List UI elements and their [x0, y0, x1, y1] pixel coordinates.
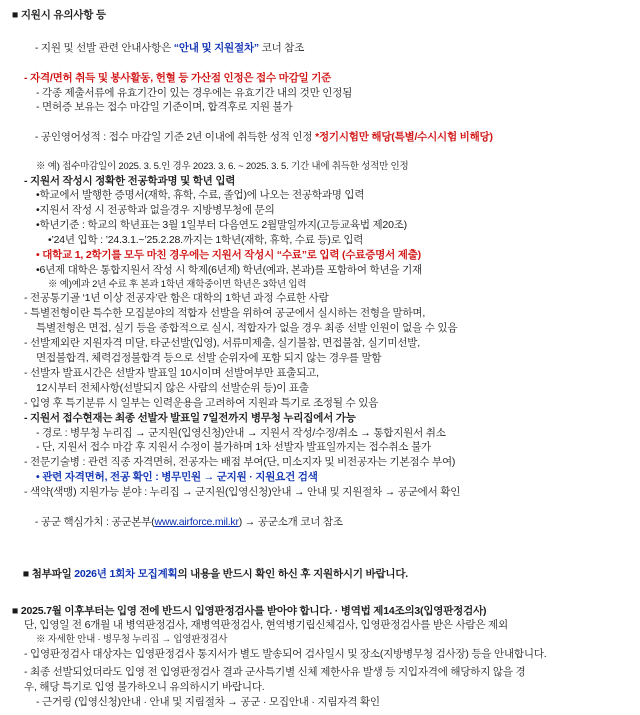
notice-line-17: 특별전형은 면접, 실기 등을 종합적으로 실시, 적합자가 없을 경우 최종 선발 인원이 없을 수 있음	[36, 322, 458, 335]
notice-line-29	[24, 500, 630, 545]
attachment-notice	[12, 552, 630, 597]
notice-line-5-emphasis: *정기시험만 해당(특별/수시시험 비해당)	[315, 131, 493, 144]
notice-line-9: •지원서 작성 시 전공학과 없을경우 지방병무청에 문의	[36, 204, 275, 217]
medical-line-6: 우, 해당 특기로 입영 불가하오니 유의하시기 바랍니다.	[24, 680, 265, 693]
notice-line-18: - 선발제외란 지원자격 미달, 타군선발(입영), 서류미제출, 실기불참, 면접불참, 실기미선발,	[24, 337, 420, 350]
notice-line-1	[24, 26, 630, 71]
notice-line-13: •6년제 대학은 통합지원서 작성 시 학제(6년제) 학년(예과, 본과)를 포함하여 학년을 기재	[36, 263, 422, 276]
notice-line-6: ※ 예) 접수마감일이 2025. 3. 5.인 경우 2023. 3. 6. ~ 2025. 3. 5. 기간 내에 취득한 성적만 인정	[36, 161, 409, 173]
notice-line-11: •’24년 입학 : ’24.3.1.~’25.2.28.까지는 1학년(재학, 휴학, 수료 등)로 입력	[48, 234, 364, 247]
notice-line-28: - 색약(색맹) 지원가능 분야 : 누리집 → 군지원(입영신청)안내 → 안내 및 지원절차 → 공군에서 확인	[24, 486, 461, 499]
attachment-notice-suffix: 의 내용을 반드시 확인 하신 후 지원하시기 바랍니다.	[177, 567, 409, 580]
notice-line-20: - 선발자 발표시간은 선발자 발표일 10시이며 선발여부만 표출되고,	[24, 366, 319, 379]
notice-line-14: ※ 예)예과 2년 수료 후 본과 1학년 재학중이면 학년은 3학년 입력	[48, 278, 307, 290]
notice-line-24: - 경로 : 병무청 누리집 → 군지원(입영신청)안내 → 지원서 작성/수정/취소 → 통합지원서 취소	[36, 426, 446, 439]
notice-line-27: • 관련 자격면허, 전공 확인 : 병무민원 → 군지원 · 지원요건 검색	[36, 471, 318, 484]
notice-line-10: •학년기준 : 학교의 학년표는 3월 1일부터 다음연도 2월말일까지(고등교육법 제20조)	[36, 219, 407, 232]
notice-line-19: 면접불합격, 체력검정불합격 등으로 선발 순위자에 포함 되지 않는 경우를 말함	[36, 352, 382, 364]
notice-line-22: - 입영 후 특기분류 시 일부는 인력운용을 고려하여 지원과 특기로 조정될 수 있음	[24, 396, 379, 409]
notice-line-8: •학교에서 발행한 증명서(재학, 휴학, 수료, 졸업)에 나오는 전공학과명 입력	[36, 189, 365, 202]
notice-line-21: 12시부터 전체사항(선발되지 않은 사람의 선발순위 등)이 표출	[36, 381, 309, 394]
medical-line-5: - 최종 선발되었더라도 입영 전 입영판정검사 결과 군사특기별 신체 제한사유 발생 등 지입자격에 해당하지 않을 경	[24, 665, 526, 678]
notice-line-29-suffix: ) → 공군소개 코너 참조	[238, 515, 343, 528]
medical-line-4: - 입영판정검사 대상자는 입영판정검사 통지서가 별도 발송되어 검사일시 및 장소(지방병무청 검사장) 등을 안내합니다.	[24, 647, 547, 660]
notice-line-5-text: - 공인영어성적 : 접수 마감일 기준 2년 이내에 취득한 성적 인정	[34, 131, 316, 144]
notice-line-26: - 전문기술병 : 관련 직종 자격면허, 전공자는 배점 부여(단, 미소지자 및 비전공자는 기본점수 부여)	[24, 456, 456, 469]
attachment-notice-emphasis: 2026년 1회차 모집계획	[74, 567, 178, 580]
medical-line-2: 단, 입영일 전 6개월 내 병역판정검사, 재병역판정검사, 현역병기립신체검사, 입영판정검사를 받은 사람은 제외	[24, 619, 508, 632]
notice-line-4: - 면허증 보유는 접수 마감일 기준이며, 합격후로 지원 불가	[36, 101, 293, 114]
notice-line-1-emphasis: “안내 및 지원절차”	[173, 41, 259, 54]
notice-line-23: - 지원서 접수현재는 최종 선발자 발표일 7일전까지 병무청 누리집에서 가능	[24, 411, 356, 424]
notice-line-5	[24, 115, 630, 160]
notice-line-2: - 자격/면허 취득 및 봉사활동, 헌혈 등 가산점 인정은 접수 마감일 기준	[24, 71, 332, 84]
notice-line-12: • 대학교 1, 2학기를 모두 마친 경우에는 지원서 작성시 “수료”로 입력 (수료증명서 제출)	[36, 249, 421, 262]
airforce-website-link[interactable]: www.airforce.mil.kr	[154, 515, 239, 528]
attachment-notice-prefix: ■ 첨부파일	[22, 567, 75, 580]
medical-heading: ■ 2025.7월 이후부터는 입영 전에 반드시 입영판정검사를 받아야 합니다. · 병역법 제14조의3(입영판정검사)	[12, 604, 487, 617]
section-heading-notice: ■ 지원시 유의사항 등	[12, 9, 106, 21]
medical-line-7: - 근거링 (입영신청)안내 · 안내 및 지림절차 → 공군 · 모집안내 · 지림자격 확인	[36, 695, 380, 708]
notice-line-1-suffix: 코너 참조	[258, 41, 305, 54]
notice-line-16: - 특별전형이란 특수한 모집분야의 적합자 선발을 위하여 공군에서 실시하는 전형을 말하며,	[24, 307, 426, 320]
notice-line-3: - 각종 제출서류에 유효기간이 있는 경우에는 유효기간 내의 것만 인정됨	[36, 86, 353, 99]
notice-line-29-text: - 공군 핵심가치 : 공군본부(	[34, 515, 155, 528]
medical-line-3: ※ 자세한 안내 · 병무청 누리집 → 입영판정검사	[36, 634, 228, 646]
notice-line-7: - 지원서 작성시 정확한 전공학과명 및 학년 입력	[24, 174, 236, 187]
notice-line-25: - 단, 지원서 접수 마감 후 지원서 수정이 불가하며 1차 선발자 발표일까지는 접수취소 불가	[36, 441, 431, 454]
notice-line-15: - 전공통기골 ‘1년 이상 전공자’란 함은 대학의 1학년 과정 수료한 사람	[24, 292, 329, 305]
notice-line-1-text: - 지원 및 선발 관련 안내사항은	[34, 41, 174, 54]
